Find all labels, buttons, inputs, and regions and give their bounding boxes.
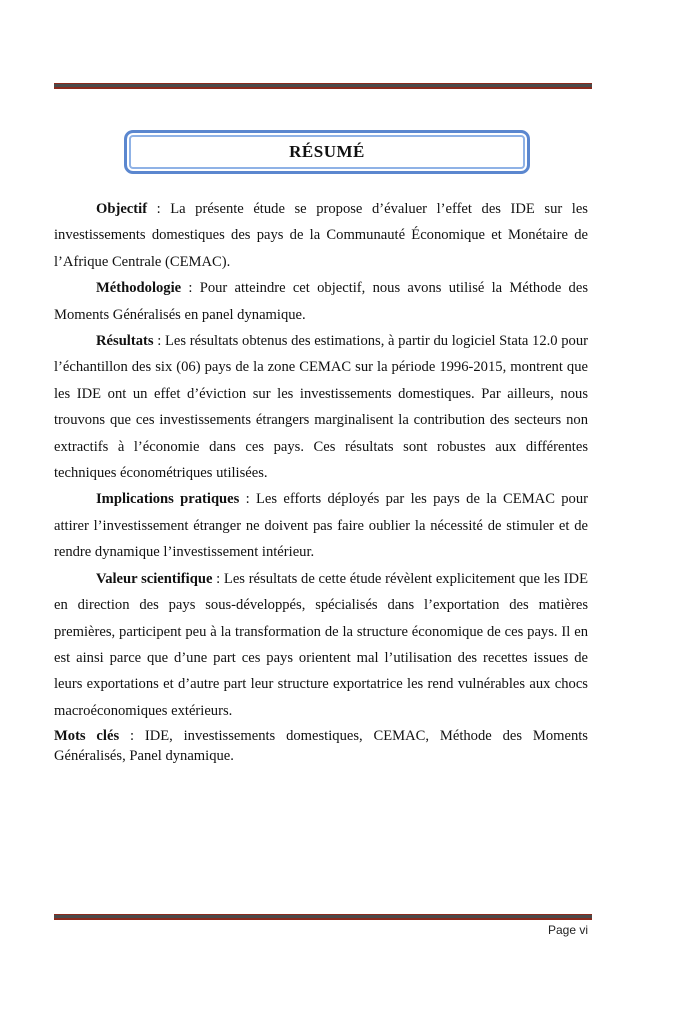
- text-valeur: Les résultats de cette étude révèlent explicitement que les IDE en direction des pays sous-développés, spécialisés dans l’exportation des matières premières, participent peu à la transformation de la structure économique de ces pays. Il en est ainsi parce que d’une part ces pays orientent mal l’utilisation des recettes issues de leurs exportations et d’autre part leur structure exportatrice les rend vulnérables aux chocs macroéconomiques extérieurs.: [54, 570, 588, 719]
- text-keywords: IDE, investissements domestiques, CEMAC, Méthode des Moments Généralisés, Panel dynamique.: [54, 728, 588, 765]
- sep-implications: :: [239, 491, 256, 508]
- text-resultats: Les résultats obtenus des estimations, à partir du logiciel Stata 12.0 pour l’échantillon des six (06) pays de la zone CEMAC sur la période 1996-2015, montrent que les IDE ont un effet d’éviction sur les investissements domestiques. Par ailleurs, nous trouvons que ces investissements étrangers marginalisent la contribution des secteurs non extractifs à l’économie dans ces pays. Ces résultats sont robustes aux différentes techniques économétriques utilisées.: [54, 333, 588, 482]
- paragraph-keywords: [54, 726, 588, 766]
- sep-valeur: :: [212, 570, 224, 587]
- text-methodologie: Pour atteindre cet objectif, nous avons utilisé la Méthode des Moments Généralisés en panel dynamique.: [54, 280, 588, 323]
- sep-objectif: :: [147, 201, 171, 217]
- paragraph-objectif: [54, 196, 588, 275]
- paragraph-valeur: [54, 566, 588, 724]
- page-title: RÉSUMÉ: [289, 142, 365, 161]
- abstract-body: [54, 196, 588, 766]
- label-resultats: Résultats: [96, 333, 154, 350]
- sep-keywords: :: [119, 728, 145, 745]
- text-implications: Les efforts déployés par les pays de la CEMAC pour attirer l’investissement étranger ne doivent pas faire oublier la nécessité de stimuler et de rendre dynamique l’investissement intérieur.: [54, 491, 588, 561]
- title-box: [124, 130, 530, 174]
- sep-resultats: :: [153, 333, 165, 350]
- label-methodologie: Méthodologie: [96, 280, 182, 297]
- paragraph-resultats: [54, 328, 588, 486]
- footer-rule: [54, 914, 592, 920]
- label-valeur: Valeur scientifique: [96, 570, 213, 587]
- label-objectif: Objectif: [96, 201, 148, 217]
- text-objectif: La présente étude se propose d’évaluer l’effet des IDE sur les investissements domestiques des pays de la Communauté Économique et Monétaire de l’Afrique Centrale (CEMAC).: [54, 201, 588, 270]
- label-implications: Implications pratiques: [96, 491, 240, 508]
- page-number: Page vi: [547, 923, 588, 937]
- paragraph-implications: [54, 486, 588, 565]
- sep-methodologie: :: [181, 280, 200, 297]
- label-keywords: Mots clés: [54, 728, 120, 745]
- header-rule: [54, 83, 592, 89]
- paragraph-methodologie: [54, 275, 588, 328]
